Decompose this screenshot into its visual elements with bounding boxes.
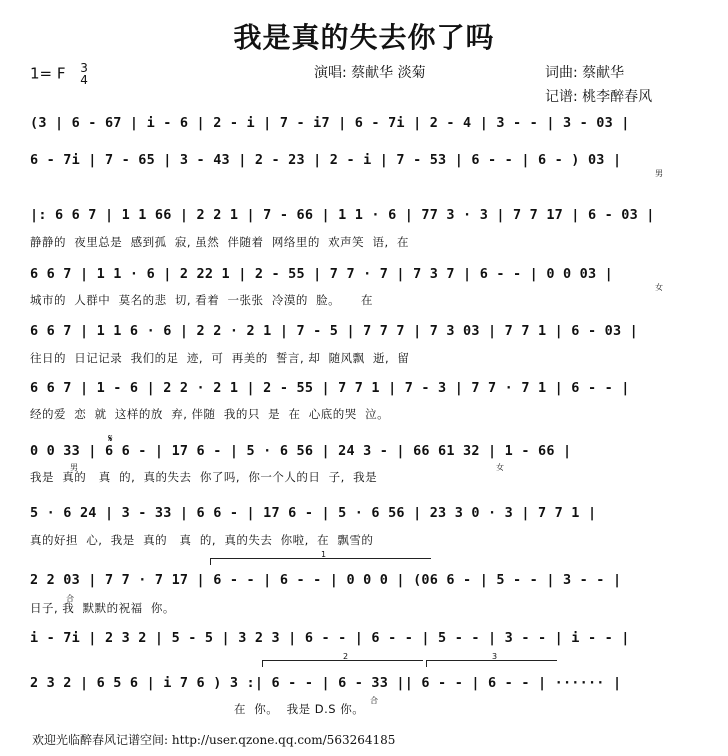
volta-bracket-2	[262, 652, 423, 667]
key-label: 1= F	[30, 64, 66, 83]
footer-url-text: 欢迎光临醉春风记谱空间: http://user.qzone.qq.com/563264185	[32, 733, 396, 747]
voice-mark-male-1: 男	[655, 169, 663, 178]
score-line-7: 0 0 33 | 6 6 - | 17 6 - | 5 · 6 56 | 24 3 - | 66 61 32 | 1 - 66 |	[30, 443, 572, 459]
voice-mark-together-1: 合	[66, 594, 74, 603]
lyric-line-5: 往日的 日记记录 我们的足 迹, 可 再美的 誓言, 却 随风飘 逝, 留	[30, 351, 410, 365]
score-line-11: 2 3 2 | 6 5 6 | i 7 6 ) 3 :| 6 - - | 6 - 33 || 6 - - | 6 - - | ······ |	[30, 675, 622, 691]
score-line-4: 6 6 7 | 1 1 · 6 | 2 22 1 | 2 - 55 | 7 7 · 7 | 7 3 7 | 6 - - | 0 0 03 |	[30, 266, 613, 282]
time-signature	[80, 62, 88, 86]
lyric-line-8: 真的好担 心, 我是 真的 真 的, 真的失去 你啦, 在 飘雪的	[30, 533, 374, 547]
voice-mark-together-2: 合	[370, 696, 378, 705]
voice-mark-female-1: 女	[655, 283, 663, 292]
score-line-1: (3 | 6 - 67 | i - 6 | 2 - i | 7 - i7 | 6 - 7i | 2 - 4 | 3 - - | 3 - 03 |	[30, 115, 630, 131]
lyric-line-9: 日子, 我 默默的祝福 你。	[30, 601, 175, 615]
lyric-line-6: 经的爱 恋 就 这样的放 弃, 伴随 我的只 是 在 心底的哭 泣。	[30, 407, 390, 421]
time-signature-top: 3	[80, 61, 88, 75]
score-line-6: 6 6 7 | 1 - 6 | 2 2 · 2 1 | 2 - 55 | 7 7 1 | 7 - 3 | 7 7 · 7 1 | 6 - - |	[30, 380, 630, 396]
voice-mark-female-2: 女	[496, 463, 504, 472]
score-line-9: 2 2 03 | 7 7 · 7 17 | 6 - - | 6 - - | 0 0 0 | (06 6 - | 5 - - | 3 - - |	[30, 572, 622, 588]
lyric-line-7: 我是 真的 真 的, 真的失去 你了吗, 你一个人的日 子, 我是	[30, 470, 378, 484]
volta-bracket-1	[210, 550, 431, 565]
song-title: 我是真的失去你了吗	[233, 21, 495, 54]
volta-label-3: 3	[492, 652, 498, 661]
volta-label-2: 2	[343, 652, 349, 661]
score-line-5: 6 6 7 | 1 1 6 · 6 | 2 2 · 2 1 | 7 - 5 | 7 7 7 | 7 3 03 | 7 7 1 | 6 - 03 |	[30, 323, 638, 339]
singers-credit: 演唱: 蔡献华 淡菊	[314, 65, 426, 81]
volta-bracket-3	[426, 652, 557, 667]
composer-credit: 词曲: 蔡献华	[545, 65, 625, 81]
score-line-10: i - 7i | 2 3 2 | 5 - 5 | 3 2 3 | 6 - - | 6 - - | 5 - - | 3 - - | i - - |	[30, 630, 630, 646]
score-line-2: 6 - 7i | 7 - 65 | 3 - 43 | 2 - 23 | 2 - i | 7 - 53 | 6 - - | 6 - ) 03 |	[30, 152, 622, 168]
lyric-line-11: 在 你。 我是 D.S 你。	[234, 702, 365, 716]
score-line-3: |: 6 6 7 | 1 1 66 | 2 2 1 | 7 - 66 | 1 1 · 6 | 77 3 · 3 | 7 7 17 | 6 - 03 |	[30, 207, 655, 223]
key-signature	[30, 62, 88, 86]
volta-label-1: 1	[321, 550, 327, 559]
segno-icon: 𝄋	[108, 432, 113, 445]
transcriber-credit: 记谱: 桃李醉春风	[545, 89, 653, 105]
score-line-8: 5 · 6 24 | 3 - 33 | 6 6 - | 17 6 - | 5 · 6 56 | 23 3 0 · 3 | 7 7 1 |	[30, 505, 597, 521]
time-signature-bottom: 4	[80, 73, 88, 87]
lyric-line-3: 静静的 夜里总是 感到孤 寂, 虽然 伴随着 网络里的 欢声笑 语, 在	[30, 235, 409, 249]
lyric-line-4: 城市的 人群中 莫名的悲 切, 看着 一张张 冷漠的 脸。 在	[30, 293, 373, 307]
voice-mark-male-2: 男	[70, 463, 78, 472]
